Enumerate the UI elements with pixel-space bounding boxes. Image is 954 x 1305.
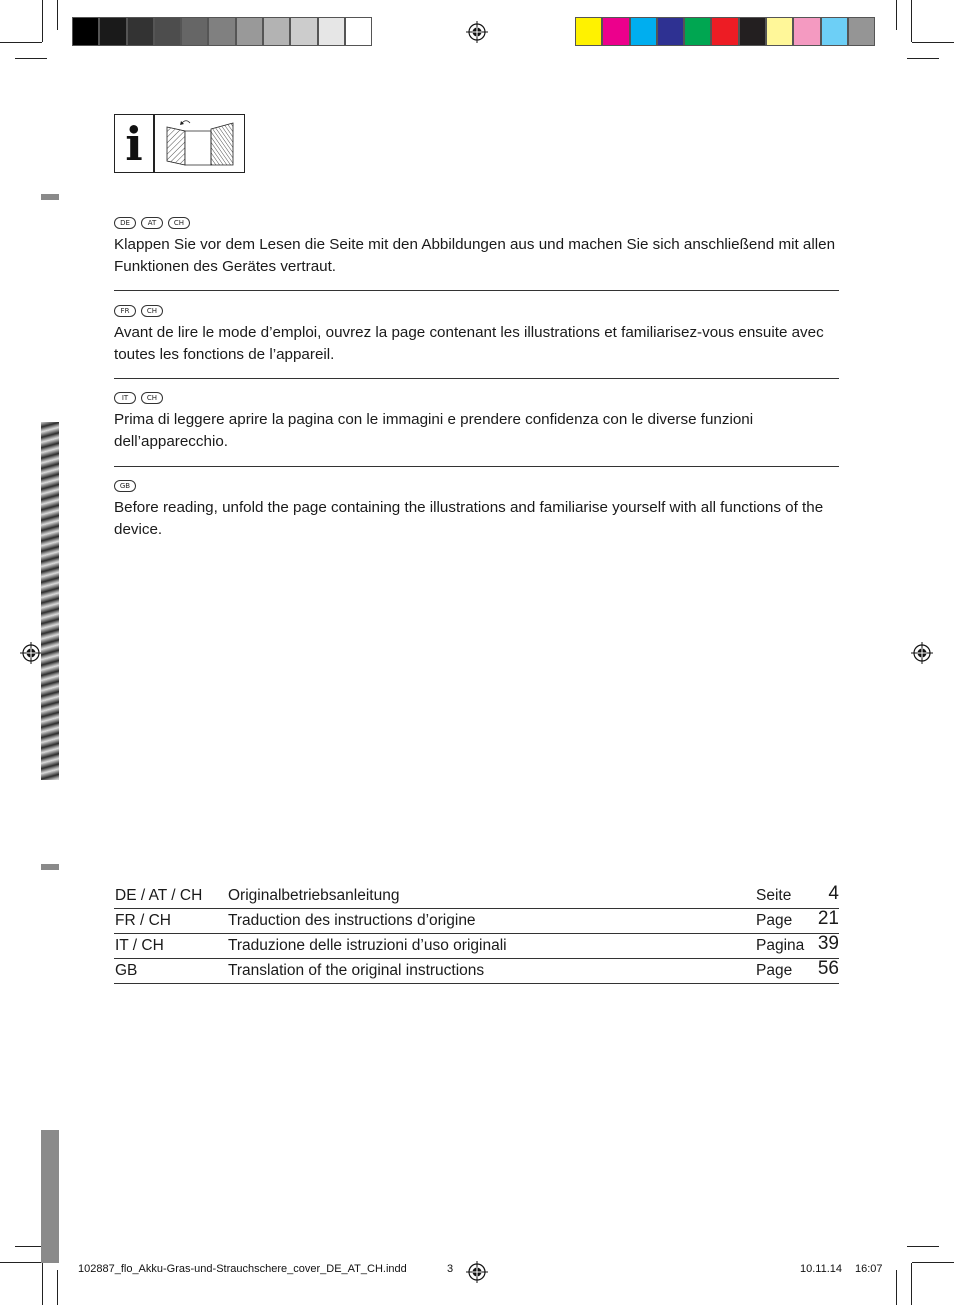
country-badge-gb: GB <box>114 480 136 492</box>
divider <box>114 290 839 291</box>
color-swatch <box>848 17 875 46</box>
crop-mark <box>907 58 939 59</box>
registration-mark-icon <box>466 1261 488 1283</box>
color-swatch <box>630 17 657 46</box>
registration-mark-icon <box>466 21 488 43</box>
toc-language-code: DE / AT / CH <box>115 887 203 904</box>
country-badge-de: DE <box>114 217 136 229</box>
toc-language-code: GB <box>115 962 138 979</box>
toc-page-number: 56 <box>817 958 839 979</box>
table-of-contents <box>114 884 839 984</box>
crop-mark <box>57 1270 58 1305</box>
crop-mark <box>42 0 43 42</box>
crop-mark <box>57 0 58 30</box>
gray-swatch <box>154 17 181 46</box>
gray-swatch <box>181 17 208 46</box>
country-badge-at: AT <box>141 217 163 229</box>
slug-page-number: 3 <box>447 1263 454 1275</box>
color-swatch <box>793 17 820 46</box>
language-flags <box>114 305 839 319</box>
color-swatch <box>821 17 848 46</box>
gray-swatch <box>290 17 317 46</box>
color-swatch <box>684 17 711 46</box>
toc-title: Traduzione delle istruzioni d’uso originali <box>228 937 507 954</box>
process-color-bar <box>575 17 875 46</box>
crop-mark <box>15 58 47 59</box>
gray-swatch <box>236 17 263 46</box>
crop-mark <box>42 1263 43 1305</box>
lang-section-fr <box>114 305 839 366</box>
gray-swatch <box>318 17 345 46</box>
toc-page-label: Pagina <box>756 937 805 954</box>
fold-out-page-icon <box>154 114 245 173</box>
crop-mark <box>911 0 912 42</box>
color-swatch <box>602 17 629 46</box>
slug-filename: 102887_flo_Akku-Gras-und-Strauchschere_cover_DE_AT_CH.indd <box>78 1263 407 1275</box>
grayscale-color-bar <box>72 17 372 46</box>
crop-mark <box>912 1262 954 1263</box>
language-flags <box>114 217 839 231</box>
toc-page-label: Seite <box>756 887 792 904</box>
language-flags <box>114 480 839 494</box>
crop-mark <box>0 42 42 43</box>
toc-page-number: 21 <box>817 908 839 929</box>
crop-mark <box>0 1262 42 1263</box>
color-swatch <box>739 17 766 46</box>
lang-section-de <box>114 217 839 278</box>
section-text: Avant de lire le mode d’emploi, ouvrez la page contenant les illustrations et familiarisez-vous ensuite avec toutes les fonctions de l’appareil. <box>114 324 824 363</box>
toc-row[interactable] <box>114 884 839 909</box>
slug-time: 16:07 <box>855 1263 883 1275</box>
section-text: Prima di leggere aprire la pagina con le immagini e prendere confidenza con le diverse funzioni dell’apparecchio. <box>114 411 754 450</box>
divider <box>114 378 839 379</box>
toc-language-code: IT / CH <box>115 937 164 954</box>
toc-language-code: FR / CH <box>115 912 171 929</box>
section-text: Klappen Sie vor dem Lesen die Seite mit den Abbildungen aus und machen Sie sich anschließend mit allen Funktionen des Gerätes vertraut. <box>114 236 836 275</box>
gray-swatch <box>345 17 372 46</box>
crop-mark <box>907 1246 939 1247</box>
divider <box>114 466 839 467</box>
toc-title: Translation of the original instructions <box>228 962 485 979</box>
fold-out-page-icon <box>155 115 244 172</box>
color-swatch <box>657 17 684 46</box>
color-swatch <box>711 17 738 46</box>
country-badge-ch: CH <box>141 305 163 317</box>
country-badge-it: IT <box>114 392 136 404</box>
info-glyph: i <box>125 116 143 171</box>
gray-swatch <box>127 17 154 46</box>
side-tab-block <box>41 1130 59 1263</box>
toc-page-label: Page <box>756 912 793 929</box>
grass-image-strip <box>41 422 59 780</box>
lang-section-it <box>114 392 839 453</box>
crop-mark <box>911 1263 912 1305</box>
gray-swatch <box>208 17 235 46</box>
language-flags <box>114 392 839 406</box>
side-tab-marker <box>41 194 59 200</box>
toc-row[interactable] <box>114 909 839 934</box>
info-icon <box>114 114 154 173</box>
lang-section-gb <box>114 480 839 541</box>
country-badge-ch: CH <box>141 392 163 404</box>
registration-mark-icon <box>911 642 933 664</box>
gray-swatch <box>99 17 126 46</box>
toc-page-number: 4 <box>828 883 839 904</box>
gray-swatch <box>263 17 290 46</box>
country-badge-ch: CH <box>168 217 190 229</box>
crop-mark <box>896 0 897 30</box>
toc-title: Originalbetriebsanleitung <box>228 887 400 904</box>
country-badge-fr: FR <box>114 305 136 317</box>
crop-mark <box>896 1270 897 1305</box>
gray-swatch <box>72 17 99 46</box>
slug-date: 10.11.14 <box>800 1263 843 1275</box>
section-text: Before reading, unfold the page containing the illustrations and familiarise yourself with all functions of the device. <box>114 499 824 538</box>
toc-title: Traduction des instructions d’origine <box>228 912 476 929</box>
registration-mark-icon <box>20 642 42 664</box>
color-swatch <box>766 17 793 46</box>
toc-page-label: Page <box>756 962 793 979</box>
crop-mark <box>912 42 954 43</box>
toc-row[interactable] <box>114 959 839 984</box>
side-tab-marker <box>41 864 59 870</box>
color-swatch <box>575 17 602 46</box>
toc-page-number: 39 <box>817 933 839 954</box>
toc-row[interactable] <box>114 934 839 959</box>
